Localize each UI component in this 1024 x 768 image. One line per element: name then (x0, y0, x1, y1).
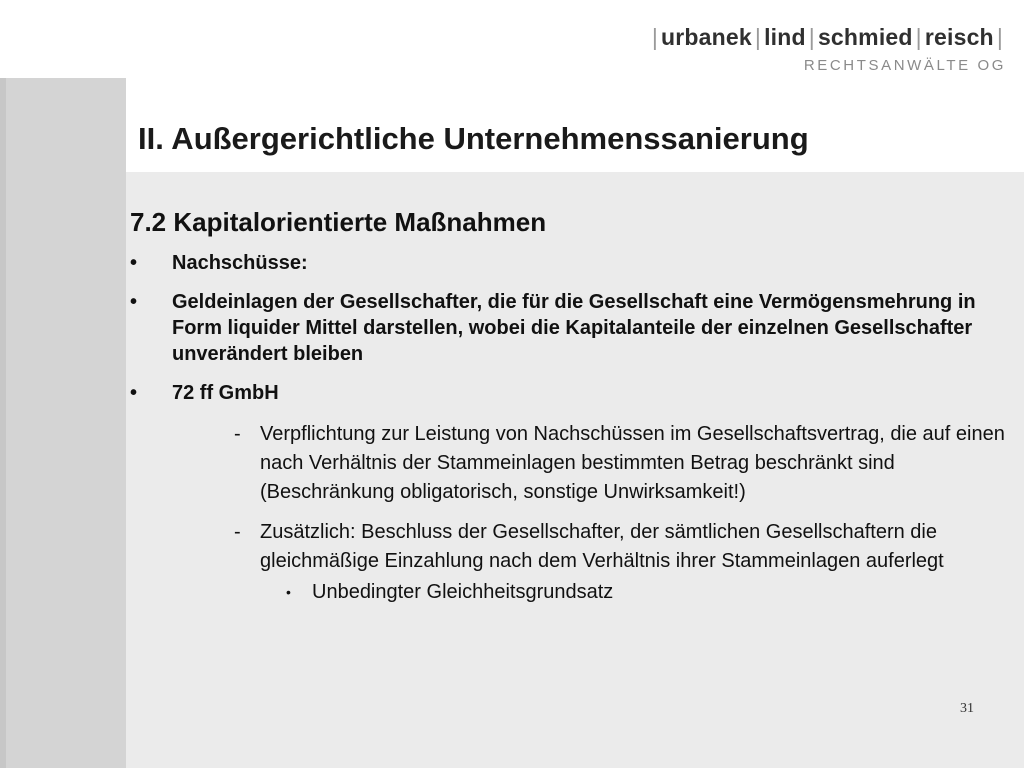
side-bar-edge (0, 78, 6, 768)
dash-marker: - (234, 423, 241, 445)
logo-name-reisch: reisch (924, 24, 994, 50)
page-title: II. Außergerichtliche Unternehmenssanierung (138, 121, 809, 156)
logo-name-schmied: schmied (817, 24, 913, 50)
logo-subtitle: RECHTSANWÄLTE OG (803, 57, 1006, 74)
logo-separator: | (808, 24, 815, 50)
dash-text: Verpflichtung zur Leistung von Nachschüssen im Gesellschaftsvertrag, die auf einen nach Verhältnis der Stammeinlagen bestimmten Betrag beschränkt sind (Beschränkung obligatorisch, sonstige Unwirksamkeit!) (260, 423, 1005, 503)
dash-list (130, 420, 1010, 606)
sub-bullet-text: Unbedingter Gleichheitsgrundsatz (312, 581, 614, 603)
bullet-list (130, 250, 1010, 406)
bullet-text: 72 ff GmbH (172, 382, 279, 404)
sub-bullet-item (260, 578, 1010, 606)
logo-separator: | (915, 24, 922, 50)
logo-separator: | (754, 24, 762, 50)
dash-item (130, 518, 1010, 606)
page-number: 31 (960, 701, 974, 716)
sub-bullet-marker: • (286, 584, 291, 600)
section-heading: 7.2 Kapitalorientierte Maßnahmen (130, 207, 547, 237)
logo-name-urbanek: urbanek (661, 24, 752, 50)
bullet-marker: • (130, 382, 138, 404)
bullet-text: Geldeinlagen der Gesellschafter, die für die Gesellschaft eine Vermögensmehrung in Form liquider Mittel darstellen, wobei die Kapitalanteile der einzelnen Gesellschafter unverändert bleiben (172, 291, 976, 365)
dash-marker: - (234, 521, 241, 543)
bullet-text: Nachschüsse: (172, 252, 308, 274)
bullet-item (130, 250, 1010, 276)
logo-separator: | (996, 24, 1003, 50)
firm-logo (649, 24, 1006, 74)
decorative-side-bar (0, 78, 126, 768)
dash-item (130, 420, 1010, 507)
slide-section (130, 207, 1010, 617)
logo-separator: | (651, 24, 658, 50)
bullet-marker: • (130, 291, 138, 313)
bullet-item (130, 289, 1010, 367)
logo-names (649, 24, 1006, 51)
sub-bullet-list (260, 578, 1010, 606)
logo-name-lind: lind (764, 24, 806, 50)
dash-text: Zusätzlich: Beschluss der Gesellschafter, der sämtlichen Gesellschaftern die gleichmäßige Einzahlung nach dem Verhältnis ihrer Stammeinlagen auferlegt (260, 521, 944, 572)
bullet-item (130, 380, 1010, 406)
bullet-marker: • (130, 252, 138, 274)
